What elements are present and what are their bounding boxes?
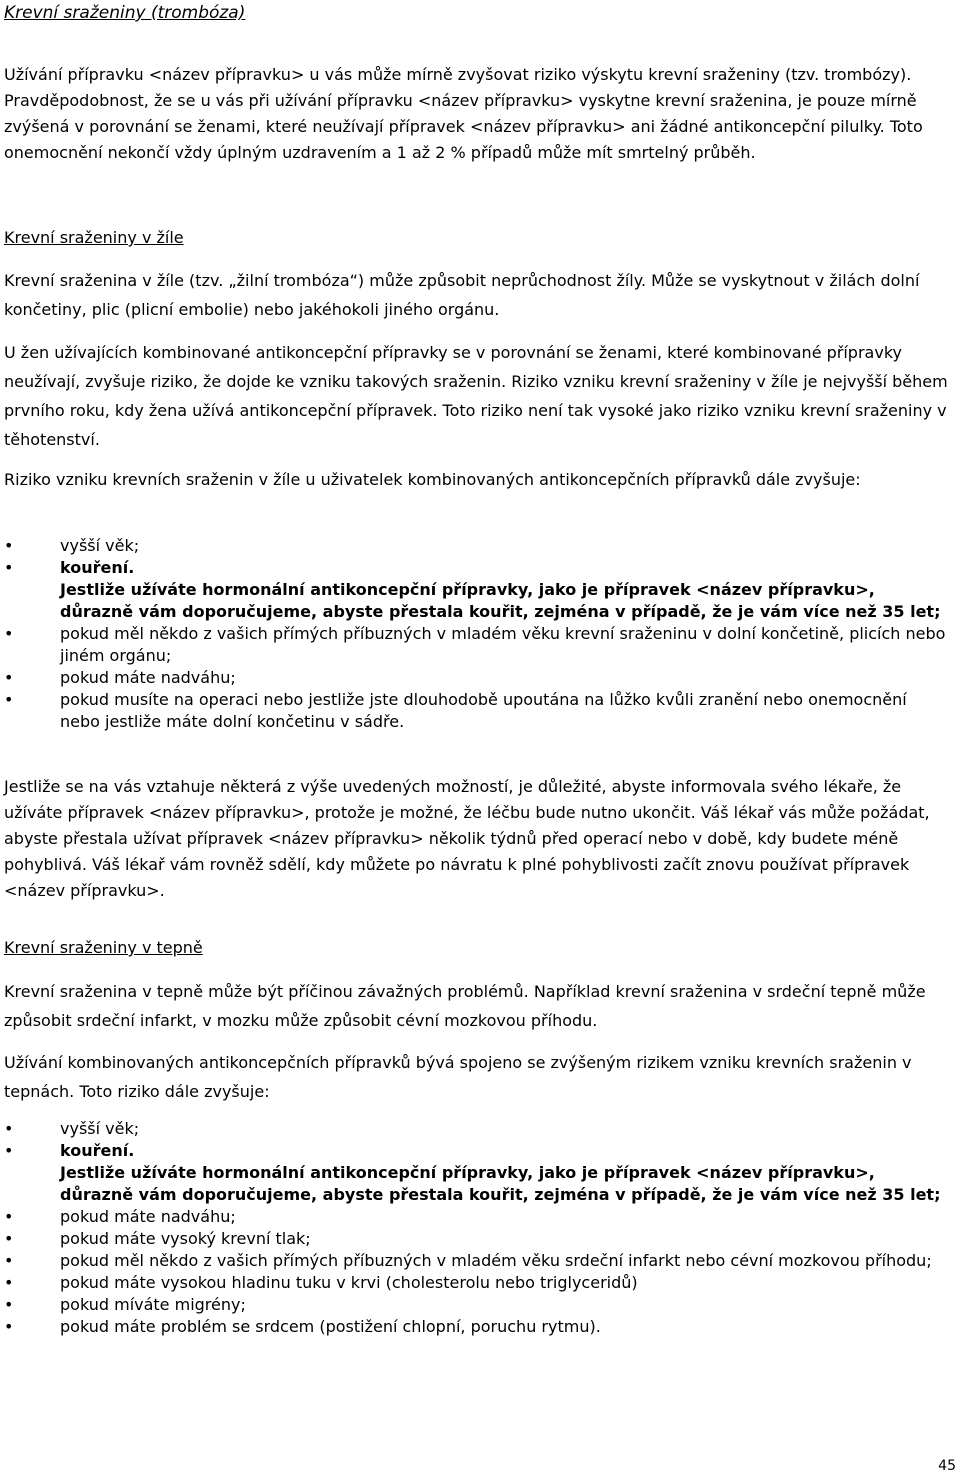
vein-paragraph-3: Riziko vzniku krevních sraženin v žíle u uživatelek kombinovaných antikoncepčních přípravků dále zvyšuje:: [4, 470, 861, 489]
artery-paragraph-1: Krevní sraženina v tepně může být příčinou závažných problémů. Například krevní sraženina v srdeční tepně může způsobit srdeční infarkt, v mozku může způsobit cévní mozkovou příhodu.: [4, 982, 926, 1030]
page-number: 45: [938, 1458, 956, 1474]
list-item: • pokud máte problém se srdcem (postižení chlopní, poruchu rytmu).: [4, 1316, 948, 1338]
artery-risk-list: [4, 1118, 948, 1338]
list-item: • pokud míváte migrény;: [4, 1294, 948, 1316]
list-item: [4, 579, 948, 623]
section-heading-artery: Krevní sraženiny v tepně: [4, 938, 203, 957]
artery-paragraph-2: Užívání kombinovaných antikoncepčních přípravků bývá spojeno se zvýšeným rizikem vzniku krevních sraženin v tepnách. Toto riziko dále zvyšuje:: [4, 1053, 912, 1101]
list-item: • pokud měl někdo z vašich přímých příbuzných v mladém věku krevní sraženinu v dolní končetině, plicích nebo jiném orgánu;: [4, 623, 948, 667]
list-item: • pokud měl někdo z vašich přímých příbuzných v mladém věku srdeční infarkt nebo cévní mozkovou příhodu;: [4, 1250, 948, 1272]
vein-paragraph-1: Krevní sraženina v žíle (tzv. „žilní trombóza“) může způsobit neprůchodnost žíly. Může se vyskytnout v žilách dolní končetiny, plic (plicní embolie) nebo jakéhokoli jiného orgánu.: [4, 271, 920, 319]
page-title: Krevní sraženiny (trombóza): [4, 3, 246, 23]
list-item: [4, 1162, 948, 1206]
list-item-bold: Jestliže užíváte hormonální antikoncepční přípravky, jako je přípravek <název přípravku>, důrazně vám doporučujeme, abyste přestala kouřit, zejména v případě, že je vám více než 35 let;: [60, 580, 941, 621]
list-item: • pokud máte vysoký krevní tlak;: [4, 1228, 948, 1250]
list-item-bold: Jestliže užíváte hormonální antikoncepční přípravky, jako je přípravek <název přípravku>, důrazně vám doporučujeme, abyste přestala kouřit, zejména v případě, že je vám více než 35 let;: [60, 1163, 941, 1204]
list-item: [4, 557, 948, 579]
vein-risk-list: [4, 535, 948, 733]
list-item: • pokud máte vysokou hladinu tuku v krvi (cholesterolu nebo triglyceridů): [4, 1272, 948, 1294]
list-item: • pokud máte nadváhu;: [4, 667, 948, 689]
list-item: • pokud musíte na operaci nebo jestliže jste dlouhodobě upoutána na lůžko kvůli zranění nebo onemocnění nebo jestliže máte dolní končetinu v sádře.: [4, 689, 948, 733]
list-item: • pokud máte nadváhu;: [4, 1206, 948, 1228]
list-item: • vyšší věk;: [4, 535, 948, 557]
intro-paragraph: Užívání přípravku <název přípravku> u vás může mírně zvyšovat riziko výskytu krevní sraženiny (tzv. trombózy). Pravděpodobnost, že se u vás při užívání přípravku <název přípravku> vyskytne krevní sraženina, je pouze mírně zvýšená v porovnání se ženami, které neužívají přípravek <název přípravku> ani žádné antikoncepční pilulky. Toto onemocnění nekončí vždy úplným uzdravením a 1 až 2 % případů může mít smrtelný průběh.: [4, 65, 923, 162]
vein-paragraph-4: Jestliže se na vás vztahuje některá z výše uvedených možností, je důležité, abyste informovala svého lékaře, že užíváte přípravek <název přípravku>, protože je možné, že léčbu bude nutno ukončit. Váš lékař vás může požádat, abyste přestala užívat přípravek <název přípravku> několik týdnů před operací nebo v době, kdy budete méně pohyblivá. Váš lékař vám rovněž sdělí, kdy můžete po návratu k plné pohyblivosti začít znovu používat přípravek <název přípravku>.: [4, 777, 930, 900]
list-item: [4, 1140, 948, 1162]
list-item: • vyšší věk;: [4, 1118, 948, 1140]
list-item-bold: kouření.: [60, 558, 135, 577]
vein-paragraph-2: U žen užívajících kombinované antikoncepční přípravky se v porovnání se ženami, které kombinované přípravky neužívají, zvyšuje riziko, že dojde ke vzniku takových sraženin. Riziko vzniku krevní sraženiny v žíle je nejvyšší během prvního roku, kdy žena užívá antikoncepční přípravek. Toto riziko není tak vysoké jako riziko vzniku krevní sraženiny v těhotenství.: [4, 343, 948, 449]
list-item-bold: kouření.: [60, 1141, 135, 1160]
section-heading-vein: Krevní sraženiny v žíle: [4, 228, 184, 247]
